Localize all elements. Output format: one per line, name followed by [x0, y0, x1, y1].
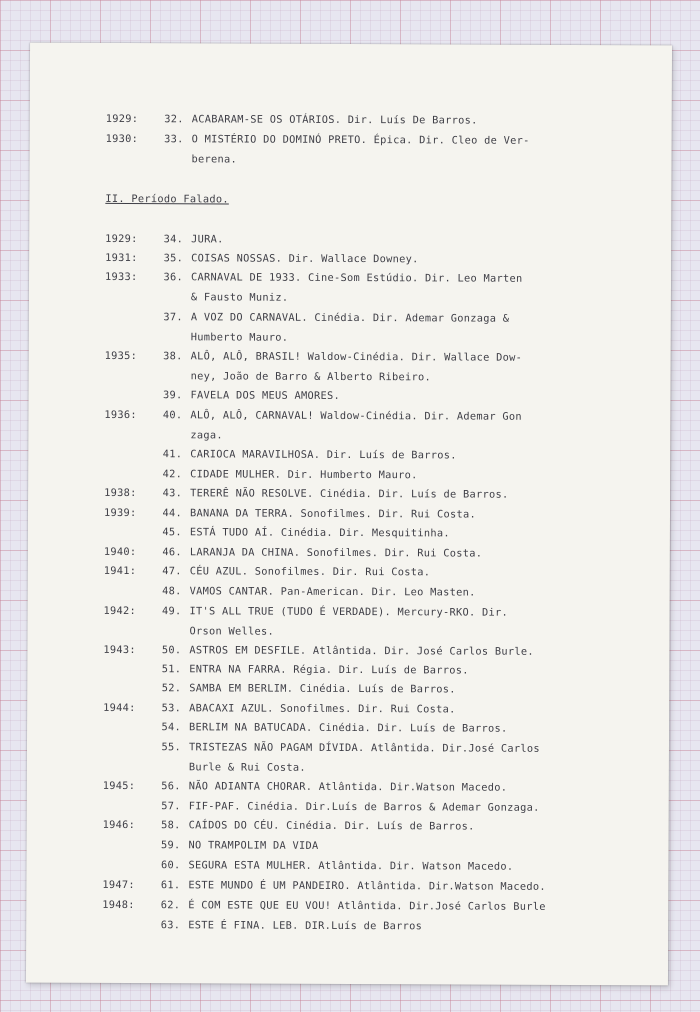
entry-title: ALÔ, ALÔ, BRASIL! Waldow-Cinédia. Dir. Wallace Dow-: [190, 350, 523, 364]
entry-title: ACABARAM-SE OS OTÁRIOS. Dir. Luís De Barros.: [191, 113, 478, 127]
entry-title: ASTROS EM DESFILE. Atlântida. Dir. José Carlos Burle.: [189, 644, 534, 658]
entry-number: 39.: [162, 389, 183, 402]
entry-number: 49.: [162, 605, 182, 618]
entry-number: 32.: [164, 113, 184, 126]
entry-title: CAÍDOS DO CÉU. Cinédia. Dir. Luís de Barros.: [188, 819, 475, 833]
entry-title: JURA.: [191, 233, 224, 246]
entry-number: 57.: [161, 800, 181, 813]
entry-year: 1944:: [103, 701, 136, 715]
entry-number: 40.: [162, 409, 183, 422]
entry-number: 60.: [160, 859, 181, 872]
entry-number: 48.: [162, 585, 182, 598]
entry-number: 59.: [161, 839, 181, 852]
entry-title: LARANJA DA CHINA. Sonofilmes. Dir. Rui Costa.: [189, 546, 483, 560]
entry-year: 1940:: [103, 545, 137, 559]
entry-year: 1946:: [102, 818, 136, 832]
entry-year: 1929:: [105, 232, 138, 246]
entry-year: 1939:: [103, 506, 137, 520]
entry-year: 1942:: [103, 604, 137, 618]
entry-title: SAMBA EM BERLIM. Cinédia. Luís de Barros.: [189, 682, 456, 696]
entry-number: 58.: [161, 819, 181, 832]
entry-number: 50.: [161, 644, 182, 657]
entry-title: ABACAXI AZUL. Sonofilmes. Dir. Rui Costa.: [189, 702, 456, 716]
entry-year: 1948:: [102, 898, 135, 912]
entry-year: 1947:: [102, 878, 135, 892]
entry-number: 36.: [163, 271, 184, 284]
entry-number: 51.: [161, 663, 182, 676]
entry-title: COISAS NOSSAS. Dir. Wallace Downey.: [191, 252, 419, 266]
entry-year: 1929:: [105, 112, 139, 126]
entry-title: NO TRAMPOLIM DA VIDA: [188, 839, 319, 852]
entry-number: 34.: [163, 233, 184, 246]
entry-title: A VOZ DO CARNAVAL. Cinédia. Dir. Ademar Gonzaga &: [190, 311, 510, 325]
entry-number: 47.: [162, 565, 182, 578]
entry-title: ENTRA NA FARRA. Régia. Dir. Luís de Barros.: [189, 663, 469, 677]
entry-year: 1938:: [104, 486, 137, 500]
entry-number: 41.: [162, 448, 183, 461]
entry-number: 62.: [160, 899, 181, 912]
entry-year: 1930:: [105, 132, 139, 146]
entry-title: IT'S ALL TRUE (TUDO É VERDADE). Mercury-RKO. Dir.: [189, 605, 509, 619]
entry-title: CIDADE MULHER. Dir. Humberto Mauro.: [190, 468, 418, 482]
entry-year: 1936:: [104, 408, 137, 422]
entry-number: 61.: [160, 879, 181, 892]
entry-title: É COM ESTE QUE EU VOU! Atlântida. Dir.José Carlos Burle: [188, 899, 546, 913]
entry-title: ESTE MUNDO É UM PANDEIRO. Atlântida. Dir.Watson Macedo.: [188, 879, 546, 893]
entry-title: O MISTÉRIO DO DOMINÓ PRETO. Épica. Dir. Cleo de Ver-: [191, 133, 530, 147]
entry-title: BANANA DA TERRA. Sonofilmes. Dir. Rui Costa.: [189, 507, 476, 521]
entry-number: 52.: [161, 682, 182, 695]
entry-year: 1941:: [103, 564, 137, 578]
entry-title: ESTÁ TUDO AÍ. Cinédia. Dir. Mesquitinha.: [189, 526, 450, 540]
entry-number: 33.: [164, 133, 184, 146]
entry-title: TERERÊ NÃO RESOLVE. Cinédia. Dir. Luís de Barros.: [190, 487, 509, 501]
entry-year: 1943:: [103, 643, 136, 657]
entry-title: TRISTEZAS NÃO PAGAM DÍVIDA. Atlântida. Dir.José Carlos: [188, 741, 540, 755]
entry-continuation: berena.: [191, 152, 238, 166]
entry-number: 42.: [162, 468, 183, 481]
entry-number: 63.: [160, 919, 181, 932]
entry-title: ALÔ, ALÔ, CARNAVAL! Waldow-Cinédia. Dir. Ademar Gon: [190, 409, 522, 423]
entry-title: NÃO ADIANTA CHORAR. Atlântida. Dir.Watson Macedo.: [188, 780, 508, 794]
entry-number: 46.: [162, 546, 182, 559]
filmography-list: [30, 43, 672, 933]
entry-number: 53.: [161, 702, 182, 715]
entry-number: 54.: [161, 721, 182, 734]
entry-title: CARIOCA MARAVILHOSA. Dir. Luís de Barros.: [190, 448, 457, 462]
entry-continuation: Burle & Rui Costa.: [188, 760, 306, 774]
entry-title: FAVELA DOS MEUS AMORES.: [190, 389, 341, 402]
entry-number: 38.: [163, 350, 183, 363]
entry-title: FIF-PAF. Cinédia. Dir.Luís de Barros & Ademar Gonzaga.: [188, 800, 540, 814]
entry-continuation: zaga.: [190, 428, 223, 441]
entry-title: VAMOS CANTAR. Pan-American. Dir. Leo Masten.: [189, 585, 476, 599]
entry-number: 37.: [163, 311, 183, 324]
entry-year: 1933:: [105, 270, 138, 284]
entry-continuation: Orson Welles.: [189, 624, 275, 638]
entry-number: 43.: [162, 487, 183, 500]
entry-number: 44.: [162, 507, 183, 520]
entry-number: 56.: [161, 780, 181, 793]
entry-year: 1935:: [104, 349, 138, 363]
entry-year: 1945:: [102, 779, 136, 793]
entry-continuation: ney, João de Barro & Alberto Ribeiro.: [190, 369, 432, 383]
entry-title: BERLIM NA BATUCADA. Cinédia. Dir. Luís de Barros.: [189, 721, 508, 735]
entry-title: ESTE É FINA. LEB. DIR.Luís de Barros: [188, 919, 423, 933]
entry-year: 1931:: [105, 251, 138, 265]
section-heading: II. Período Falado.: [105, 192, 229, 206]
entry-number: 55.: [161, 741, 182, 754]
entry-number: 45.: [162, 526, 182, 539]
typed-page: [26, 43, 672, 986]
entry-continuation: Humberto Mauro.: [190, 330, 289, 344]
entry-title: SEGURA ESTA MULHER. Atlântida. Dir. Watson Macedo.: [188, 859, 514, 873]
entry-continuation: & Fausto Muniz.: [190, 290, 289, 304]
entry-number: 35.: [163, 252, 184, 265]
entry-title: CÉU AZUL. Sonofilmes. Dir. Rui Costa.: [189, 565, 431, 579]
entry-title: CARNAVAL DE 1933. Cine-Som Estúdio. Dir. Leo Marten: [191, 271, 523, 285]
